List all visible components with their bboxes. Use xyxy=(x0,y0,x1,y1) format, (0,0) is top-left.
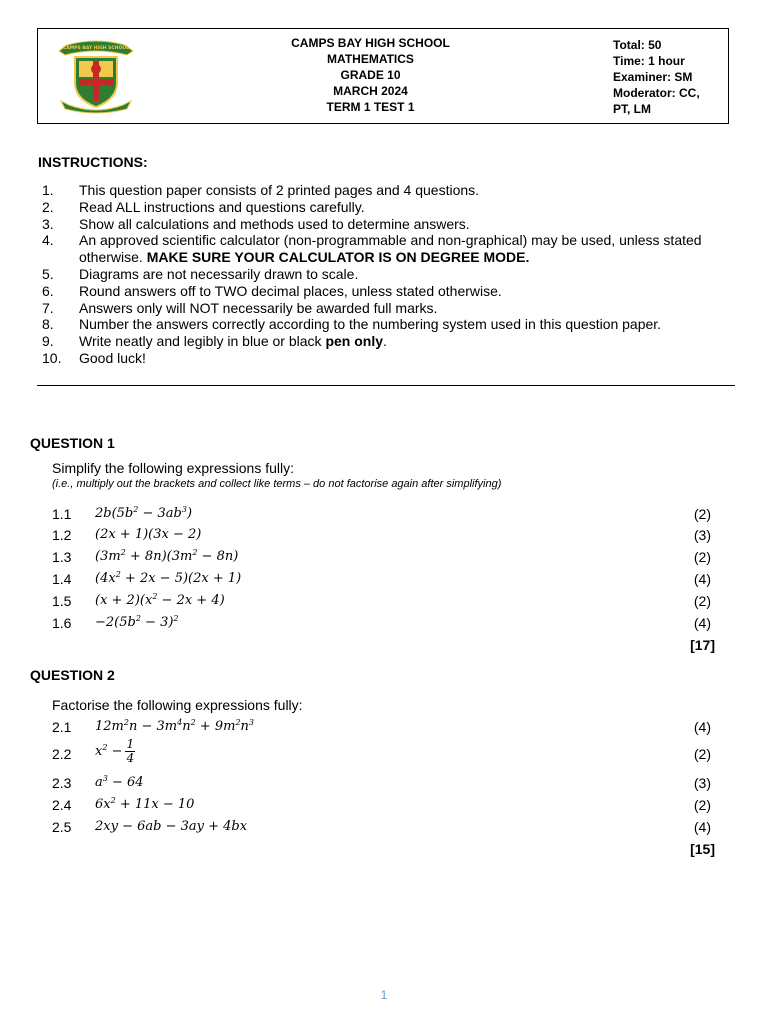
list-item: 7. Answers only will NOT necessarily be awarded full marks. xyxy=(42,299,438,316)
math-expression: $-2(5b^2 - 3)^2$ xyxy=(95,614,179,630)
math-expression: $(4x^2 + 2x - 5)(2x + 1)$ xyxy=(95,570,242,586)
question-row: 1.4 $(4x^2 + 2x - 5)(2x + 1)$ (4) xyxy=(52,570,711,587)
moderator: Moderator: CC, xyxy=(613,86,700,100)
question-row: 2.1 $12m^2n - 3m^4n^2 + 9m^2n^3$ (4) xyxy=(52,718,711,735)
math-expression: $(x + 2)(x^2 - 2x + 4)$ xyxy=(95,592,225,608)
list-item: 3. Show all calculations and methods used to determine answers. xyxy=(42,215,470,232)
moderator-cont: PT, LM xyxy=(613,102,651,116)
question-row: 2.5 2xy − 6ab − 3ay + 4bx (4) xyxy=(52,819,711,835)
question-2-title: QUESTION 2 xyxy=(30,667,115,683)
math-expression: (2x + 1)(3x − 2) xyxy=(95,527,202,542)
total-marks: Total: 50 xyxy=(613,38,662,52)
question-row: 1.3 $(3m^2 + 8n)(3m^2 - 8n)$ (2) xyxy=(52,548,711,565)
question-row: 1.6 $-2(5b^2 - 3)^2$ (4) xyxy=(52,614,711,631)
svg-text:CAMPS BAY HIGH SCHOOL: CAMPS BAY HIGH SCHOOL xyxy=(63,46,129,51)
math-expression: $12m^2n - 3m^4n^2 + 9m^2n^3$ xyxy=(95,718,254,734)
math-expression: $a^3 - 64$ xyxy=(95,774,144,790)
subject: MATHEMATICS xyxy=(327,52,414,66)
list-item: 5. Diagrams are not necessarily drawn to scale. xyxy=(42,265,359,282)
question-row: 2.4 $6x^2 + 11x - 10$ (2) xyxy=(52,796,711,813)
exam-details-block xyxy=(613,37,723,117)
school-name: CAMPS BAY HIGH SCHOOL xyxy=(291,36,450,50)
list-item: 6. Round answers off to TWO decimal places, unless stated otherwise. xyxy=(42,282,502,299)
math-expression: 2xy − 6ab − 3ay + 4bx xyxy=(95,819,248,834)
examiner: Examiner: SM xyxy=(613,70,693,84)
test-name: TERM 1 TEST 1 xyxy=(326,100,415,114)
question-1-total: [17] xyxy=(690,637,715,653)
question-row: 2.3 $a^3 - 64$ (3) xyxy=(52,774,711,791)
header-box xyxy=(37,28,729,124)
list-item: 10. Good luck! xyxy=(42,349,146,366)
math-expression: $2b(5b^2 - 3ab^3)$ xyxy=(95,505,193,521)
list-item: 2. Read ALL instructions and questions carefully. xyxy=(42,198,365,215)
school-crest-logo xyxy=(55,37,137,115)
math-expression: $6x^2 + 11x - 10$ xyxy=(95,796,195,812)
question-row: 1.5 $(x + 2)(x^2 - 2x + 4)$ (2) xyxy=(52,592,711,609)
instructions-list xyxy=(42,182,732,367)
question-row: 1.1 $2b(5b^2 - 3ab^3)$ (2) xyxy=(52,505,711,522)
list-item: 1. This question paper consists of 2 printed pages and 4 questions. xyxy=(42,182,480,198)
math-expression: $(3m^2 + 8n)(3m^2 - 8n)$ xyxy=(95,548,239,564)
instructions-title: INSTRUCTIONS: xyxy=(38,154,148,170)
question-row: 1.2 (2x + 1)(3x − 2) (3) xyxy=(52,527,711,543)
question-row: 2.2 $x^2$ − $\frac{1}{4}$ (2) xyxy=(52,737,711,765)
question-2-total: [15] xyxy=(690,841,715,857)
question-1-intro: Simplify the following expressions fully: xyxy=(52,460,294,476)
list-item: 9. Write neatly and legibly in blue or black pen only. xyxy=(42,333,387,350)
question-1-title: QUESTION 1 xyxy=(30,435,115,451)
exam-date: MARCH 2024 xyxy=(333,84,408,98)
math-expression: $x^2$ − $\frac{1}{4}$ xyxy=(95,737,135,765)
exam-title-block xyxy=(268,35,473,115)
grade: GRADE 10 xyxy=(340,68,401,82)
page-number: 1 xyxy=(380,988,388,1002)
list-item: 4. An approved scientific calculator (non-programmable and non-graphical) may be used, unless stated otherwise. MAKE SURE YOUR CALCULATOR IS ON DEGREE MODE. xyxy=(42,232,702,266)
list-item: 8. Number the answers correctly according to the numbering system used in this question paper. xyxy=(42,316,662,333)
question-2-intro: Factorise the following expressions fully: xyxy=(52,697,303,713)
question-1-note: (i.e., multiply out the brackets and collect like terms – do not factorise again after simplifying) xyxy=(52,478,502,490)
time-allowed: Time: 1 hour xyxy=(613,54,685,68)
divider xyxy=(37,385,735,386)
